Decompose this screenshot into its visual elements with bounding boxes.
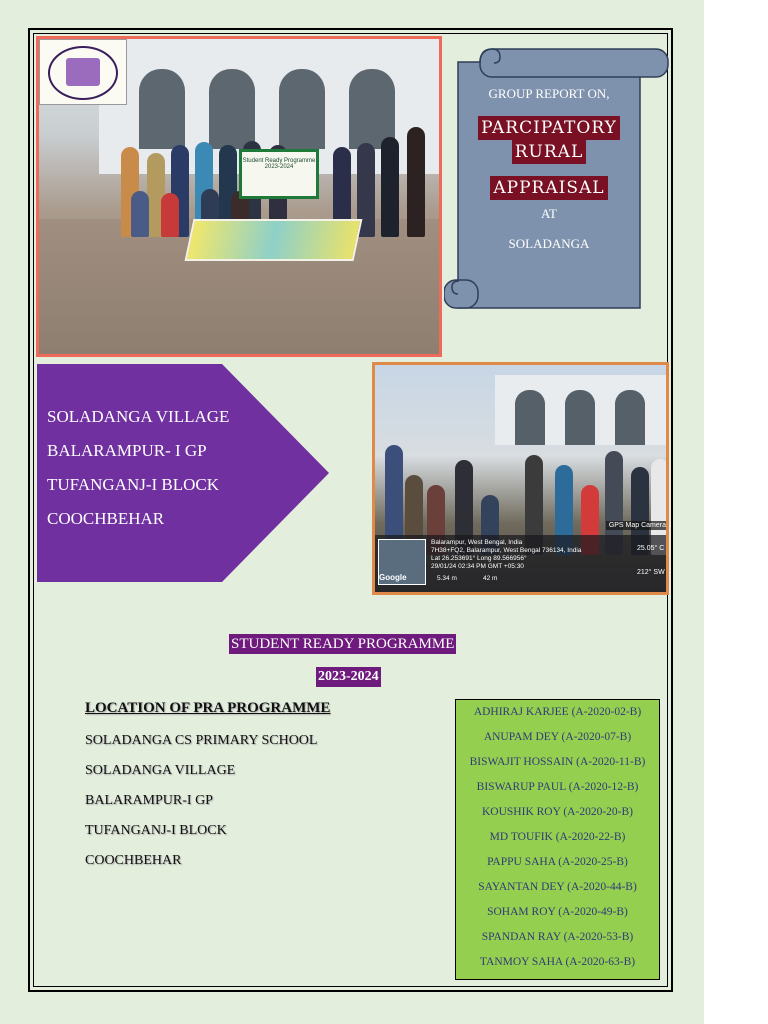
address-line-district: COOCHBEHAR xyxy=(47,509,165,528)
location-item: SOLADANGA CS PRIMARY SCHOOL xyxy=(85,733,318,748)
address-line-block: TUFANGANJ-I BLOCK xyxy=(47,475,220,494)
gps-google-label: Google xyxy=(379,573,407,582)
location-heading: LOCATION OF PRA PROGRAMME xyxy=(85,700,331,716)
location-item: SOLADANGA VILLAGE xyxy=(85,763,236,778)
member-name: KOUSHIK ROY (A-2020-20-B) xyxy=(482,806,633,818)
location-list xyxy=(85,731,317,881)
scroll-at: AT xyxy=(541,206,557,221)
gps-latlong: Lat 26.253691° Long 89.566956° xyxy=(431,555,527,562)
member-name: ADHIRAJ KARJEE (A-2020-02-B) xyxy=(473,706,642,718)
scroll-place: SOLADANGA xyxy=(508,236,590,251)
title-scroll xyxy=(444,46,670,312)
member-name: SAYANTAN DEY (A-2020-44-B) xyxy=(478,881,637,893)
location-item: BALARAMPUR-I GP xyxy=(85,793,213,808)
report-title-line2: RURAL xyxy=(512,140,587,164)
logo-emblem-center xyxy=(66,58,100,86)
group-members-box xyxy=(455,699,660,980)
member-name: PAPPU SAHA (A-2020-25-B) xyxy=(487,856,628,868)
report-title-line3: APPRAISAL xyxy=(490,176,607,200)
photo2-students xyxy=(375,405,669,555)
member-name: TANMOY SAHA (A-2020-63-B) xyxy=(479,956,636,968)
member-name: ANUPAM DEY (A-2020-07-B) xyxy=(483,731,632,743)
photo-programme-banner xyxy=(239,149,319,199)
member-name: SPANDAN RAY (A-2020-53-B) xyxy=(481,931,634,943)
address-block xyxy=(47,400,229,536)
gps-temperature: 25.05° C xyxy=(637,545,665,552)
gps-wind: 212° SW xyxy=(637,569,665,576)
photo-rangoli-map xyxy=(185,219,363,261)
report-title-line3-wrap xyxy=(458,176,640,200)
university-logo xyxy=(39,39,127,105)
gps-altitude-2: 42 m xyxy=(483,575,498,582)
member-name: MD TOUFIK (A-2020-22-B) xyxy=(489,831,626,843)
group-members-list xyxy=(456,700,659,979)
gps-datetime: 29/01/24 02:34 PM GMT +05:30 xyxy=(431,563,524,570)
scroll-subtitle: GROUP REPORT ON, xyxy=(488,86,610,101)
member-name: SOHAM ROY (A-2020-49-B) xyxy=(487,906,628,918)
group-photo xyxy=(36,36,442,357)
scroll-text-block xyxy=(458,86,640,266)
gps-camera-label: GPS Map Camera xyxy=(606,521,669,530)
photo-banner-text: Student Ready Programme 2023-2024 xyxy=(242,158,316,170)
location-item: TUFANGANJ-I BLOCK xyxy=(85,823,227,838)
field-activity-photo xyxy=(372,362,669,595)
programme-year: 2023-2024 xyxy=(316,667,381,687)
report-title-line1: PARCIPATORY xyxy=(478,116,620,140)
address-line-village: SOLADANGA VILLAGE xyxy=(47,407,230,426)
programme-title: STUDENT READY PROGRAMME xyxy=(231,636,455,652)
gps-overlay xyxy=(375,522,669,595)
member-name: BISWARUP PAUL (A-2020-12-B) xyxy=(476,781,639,793)
gps-place: Balarampur, West Bengal, India xyxy=(431,539,523,546)
location-item: COOCHBEHAR xyxy=(85,853,182,868)
address-line-gp: BALARAMPUR- I GP xyxy=(47,441,207,460)
member-name: BISWAJIT HOSSAIN (A-2020-11-B) xyxy=(469,756,646,768)
report-title-line1-wrap xyxy=(458,116,640,140)
report-title-line2-wrap xyxy=(458,140,640,164)
gps-address: 7H38+FQ2, Balarampur, West Bengal 736134, India xyxy=(431,547,582,554)
gps-altitude-1: 5.34 m xyxy=(437,575,457,582)
